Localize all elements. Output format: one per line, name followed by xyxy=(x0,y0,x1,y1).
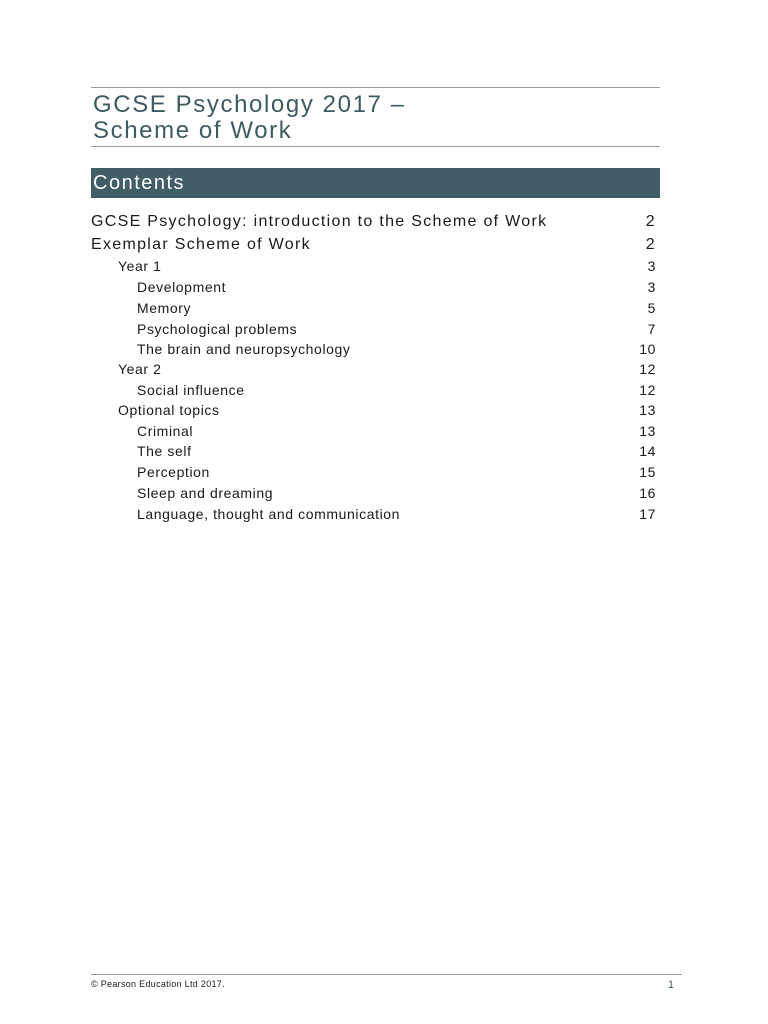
toc-entry-label: Psychological problems xyxy=(137,321,298,337)
toc-entry-label: Perception xyxy=(137,464,210,480)
toc-entry[interactable] xyxy=(0,300,768,316)
toc-entry-label: Social influence xyxy=(137,382,245,398)
document-title-line-2: Scheme of Work xyxy=(93,117,293,144)
toc-entry-page-number: 12 xyxy=(639,361,656,377)
contents-heading: Contents xyxy=(93,172,186,194)
toc-entry-label: Development xyxy=(137,279,227,295)
toc-entry-page-number: 17 xyxy=(639,506,656,522)
toc-entry[interactable] xyxy=(0,279,768,295)
toc-entry-page-number: 10 xyxy=(639,341,656,357)
footer-page-number: 1 xyxy=(667,979,674,991)
toc-entry-page-number: 3 xyxy=(647,279,656,295)
toc-entry-label: Exemplar Scheme of Work xyxy=(91,236,311,253)
toc-entry-page-number: 2 xyxy=(645,213,656,230)
toc-entry-page-number: 3 xyxy=(647,258,656,274)
toc-entry-page-number: 15 xyxy=(639,464,656,480)
toc-entry-page-number: 2 xyxy=(645,236,656,253)
toc-entry[interactable] xyxy=(0,213,768,231)
footer-divider xyxy=(91,974,682,975)
toc-entry[interactable] xyxy=(0,321,768,337)
toc-entry[interactable] xyxy=(0,443,768,459)
toc-entry-label: Year 1 xyxy=(118,258,162,274)
toc-entry-page-number: 12 xyxy=(639,382,656,398)
toc-entry[interactable] xyxy=(0,361,768,377)
footer-copyright: © Pearson Education Ltd 2017. xyxy=(91,979,225,989)
toc-entry[interactable] xyxy=(0,464,768,480)
toc-entry[interactable] xyxy=(0,506,768,522)
toc-entry-page-number: 16 xyxy=(639,485,656,501)
toc-entry-label: Sleep and dreaming xyxy=(137,485,274,501)
toc-entry[interactable] xyxy=(0,236,768,254)
toc-entry-page-number: 13 xyxy=(639,423,656,439)
toc-entry[interactable] xyxy=(0,382,768,398)
toc-entry-page-number: 13 xyxy=(639,402,656,418)
toc-entry[interactable] xyxy=(0,341,768,357)
toc-entry-page-number: 14 xyxy=(639,443,656,459)
toc-entry-label: Memory xyxy=(137,300,192,316)
toc-entry[interactable] xyxy=(0,402,768,418)
toc-entry-label: Optional topics xyxy=(118,402,220,418)
toc-entry[interactable] xyxy=(0,258,768,274)
toc-entry-label: GCSE Psychology: introduction to the Scheme of Work xyxy=(91,213,548,230)
toc-entry-label: Year 2 xyxy=(118,361,162,377)
document-title-line-1: GCSE Psychology 2017 – xyxy=(93,91,406,118)
toc-entry-page-number: 5 xyxy=(647,300,656,316)
toc-entry[interactable] xyxy=(0,423,768,439)
toc-entry-label: Language, thought and communication xyxy=(137,506,401,522)
toc-entry-page-number: 7 xyxy=(647,321,656,337)
toc-entry-label: The brain and neuropsychology xyxy=(137,341,351,357)
toc-entry-label: Criminal xyxy=(137,423,194,439)
toc-entry-label: The self xyxy=(137,443,192,459)
toc-entry[interactable] xyxy=(0,485,768,501)
